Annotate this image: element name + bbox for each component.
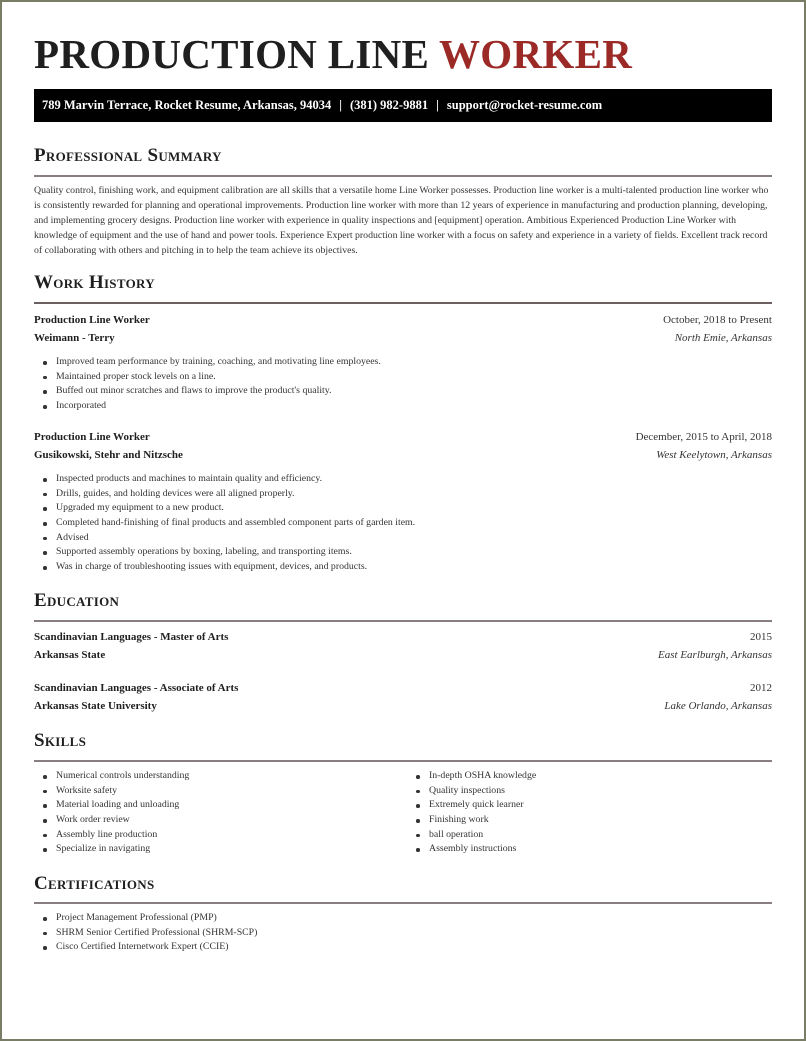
list-item: Quality inspections <box>407 784 536 799</box>
section-divider <box>34 302 772 304</box>
list-item: Worksite safety <box>34 784 189 799</box>
education-location: Lake Orlando, Arkansas <box>664 700 772 712</box>
job-company: Weimann - Terry <box>34 332 115 344</box>
certifications-list <box>34 911 257 955</box>
education-subheader <box>34 700 772 716</box>
list-item: Drills, guides, and holding devices were all aligned properly. <box>34 487 415 502</box>
job-header <box>34 431 772 447</box>
list-item: Incorporated <box>34 399 381 414</box>
job-title: Production Line Worker <box>34 431 150 443</box>
education-header <box>34 682 772 698</box>
list-item: Inspected products and machines to maintain quality and efficiency. <box>34 472 415 487</box>
education-year: 2015 <box>750 631 772 643</box>
summary-text: Quality control, finishing work, and equipment calibration are all skills that a versatile home Line Worker possesses. Production line worker is a multi-talented production line worker who is consistently rewarded for planning and operational improvements. Production line worker with more than 12 years of experience in manufacturing and production planning, developing, and implementing grocery designs. Production line worker with experience in quality inspections and [equipment] operation. Ambitious Experienced Production Line Worker with knowledge of equipment and the use of hand and power tools. Experience Expert production line worker with a focus on safety and experience in a variety of fields. Excellent track record of collaborating with others and pitching in to help the team achieve its objectives. <box>34 185 769 256</box>
job-header <box>34 314 772 330</box>
resume-name <box>34 30 632 78</box>
list-item: Improved team performance by training, coaching, and motivating line employees. <box>34 355 381 370</box>
contact-email[interactable]: support@rocket-resume.com <box>446 98 603 112</box>
section-divider <box>34 175 772 177</box>
list-item: Material loading and unloading <box>34 798 189 813</box>
list-item: Project Management Professional (PMP) <box>34 911 257 926</box>
list-item: Specialize in navigating <box>34 842 189 857</box>
list-item: Supported assembly operations by boxing, labeling, and transporting items. <box>34 545 415 560</box>
contact-separator: | <box>436 98 439 112</box>
name-part-2-accent: WORKER <box>439 31 633 77</box>
education-degree: Scandinavian Languages - Master of Arts <box>34 631 229 643</box>
job-title: Production Line Worker <box>34 314 150 326</box>
list-item: Completed hand-finishing of final products and assembled component parts of garden item. <box>34 516 415 531</box>
job-location: North Emie, Arkansas <box>674 332 772 344</box>
list-item: Assembly instructions <box>407 842 536 857</box>
section-divider <box>34 620 772 622</box>
section-title-summary: Professional Summary <box>34 145 222 166</box>
job-bullets <box>34 472 415 575</box>
job-dates: December, 2015 to April, 2018 <box>635 431 772 443</box>
skills-list-left <box>34 769 189 857</box>
list-item: ball operation <box>407 828 536 843</box>
job-company: Gusikowski, Stehr and Nitzsche <box>34 449 183 461</box>
list-item: Upgraded my equipment to a new product. <box>34 501 415 516</box>
education-year: 2012 <box>750 682 772 694</box>
education-header <box>34 631 772 647</box>
list-item: Advised <box>34 531 415 546</box>
list-item: Work order review <box>34 813 189 828</box>
section-title-skills: Skills <box>34 730 87 751</box>
list-item: Assembly line production <box>34 828 189 843</box>
skills-list-right <box>407 769 536 857</box>
education-school: Arkansas State <box>34 649 106 661</box>
section-title-education: Education <box>34 590 120 611</box>
education-location: East Earlburgh, Arkansas <box>658 649 772 661</box>
name-part-1: PRODUCTION LINE <box>34 31 430 77</box>
list-item: Numerical controls understanding <box>34 769 189 784</box>
contact-bar <box>34 89 772 122</box>
list-item: Maintained proper stock levels on a line. <box>34 370 381 385</box>
job-bullets <box>34 355 381 414</box>
list-item: Buffed out minor scratches and flaws to improve the product's quality. <box>34 384 381 399</box>
job-dates: October, 2018 to Present <box>663 314 772 326</box>
contact-separator: | <box>339 98 342 112</box>
job-location: West Keelytown, Arkansas <box>656 449 772 461</box>
section-divider <box>34 902 772 904</box>
contact-address: 789 Marvin Terrace, Rocket Resume, Arkansas, 94034 <box>42 98 332 112</box>
job-subheader <box>34 449 772 465</box>
education-school: Arkansas State University <box>34 700 157 712</box>
list-item: Extremely quick learner <box>407 798 536 813</box>
list-item: In-depth OSHA knowledge <box>407 769 536 784</box>
section-title-work-history: Work History <box>34 272 155 293</box>
list-item: SHRM Senior Certified Professional (SHRM-SCP) <box>34 926 257 941</box>
education-degree: Scandinavian Languages - Associate of Arts <box>34 682 239 694</box>
list-item: Was in charge of troubleshooting issues with equipment, devices, and products. <box>34 560 415 575</box>
section-title-certifications: Certifications <box>34 873 155 894</box>
education-subheader <box>34 649 772 665</box>
job-subheader <box>34 332 772 348</box>
section-divider <box>34 760 772 762</box>
list-item: Cisco Certified Internetwork Expert (CCIE) <box>34 940 257 955</box>
list-item: Finishing work <box>407 813 536 828</box>
contact-phone: (381) 982-9881 <box>349 98 429 112</box>
